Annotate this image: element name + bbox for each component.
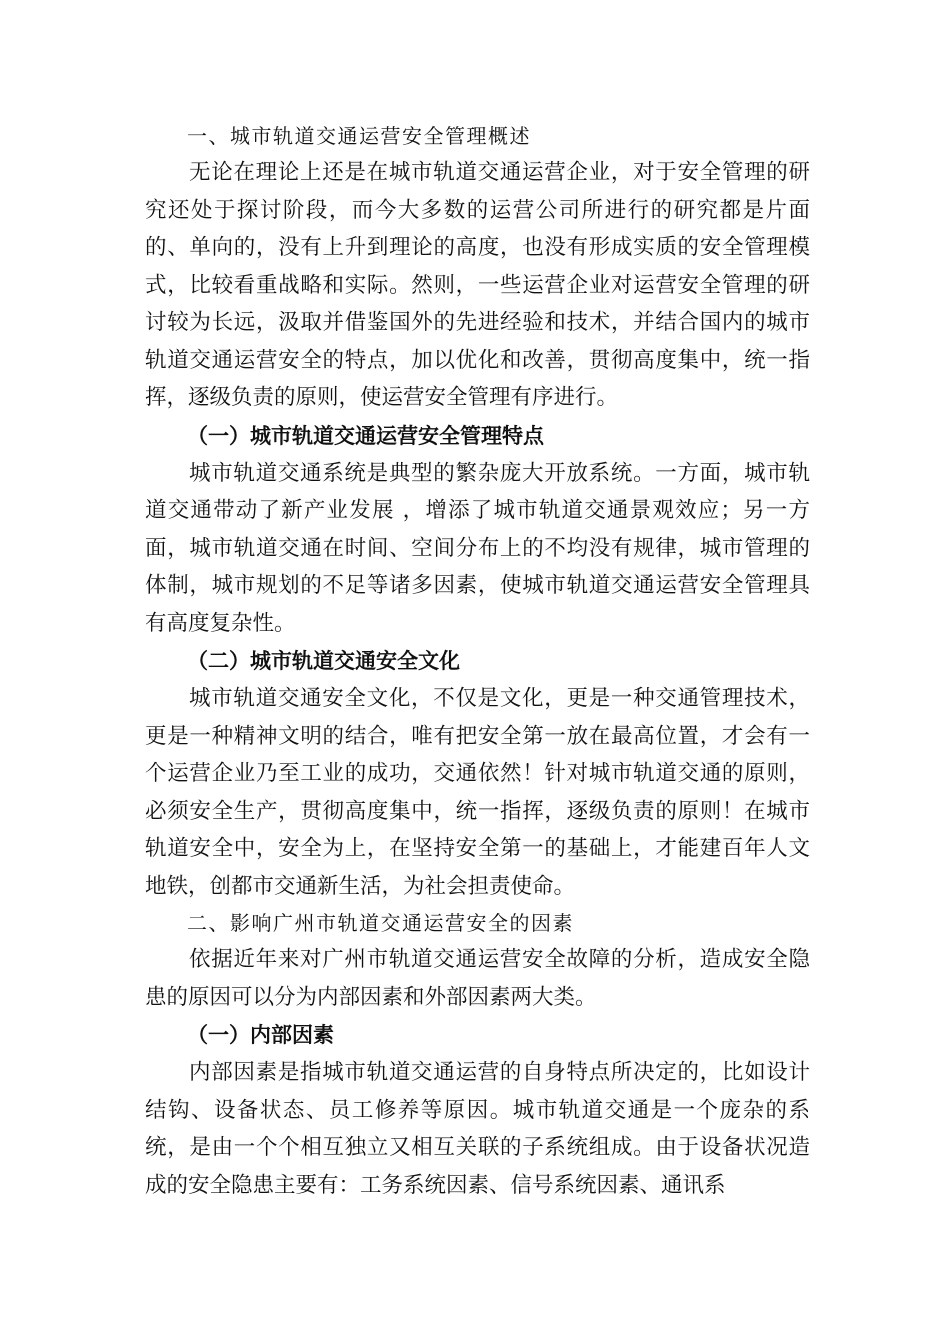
subheading-safety-culture: （二）城市轨道交通安全文化 bbox=[187, 649, 460, 673]
subheading-internal-factors: （一）内部因素 bbox=[187, 1023, 334, 1047]
section-heading-overview: 一、城市轨道交通运营安全管理概述 bbox=[187, 124, 531, 148]
paragraph-safety-culture: 城市轨道交通安全文化，不仅是文化，更是一种交通管理技术，更是一种精神文明的结合，唯有把安全第一放在最高位置，才会有一个运营企业乃至工业的成功，交通依然！针对城市轨道交通的原则，必须安全生产，贯彻高度集中，统一指挥，逐级负责的原则！在城市轨道安全中，安全为上，在坚持安全第一的基础上，才能建百年人文地铁，创都市交通新生活，为社会担责使命。 bbox=[145, 686, 810, 899]
paragraph-management-features: 城市轨道交通系统是典型的繁杂庞大开放系统。一方面，城市轨道交通带动了新产业发展 ，增添了城市轨道交通景观效应；另一方面，城市轨道交通在时间、空间分布上的不均没有规律，城市管理的体制，城市规划的不足等诸多因素，使城市轨道交通运营安全管理具有高度复杂性。 bbox=[145, 460, 810, 636]
document-body bbox=[145, 118, 810, 1204]
section-heading-factors: 二、影响广州市轨道交通运营安全的因素 bbox=[187, 911, 574, 935]
paragraph-overview: 无论在理论上还是在城市轨道交通运营企业，对于安全管理的研究还处于探讨阶段，而今大多数的运营公司所进行的研究都是片面的、单向的，没有上升到理论的高度，也没有形成实质的安全管理模式，比较看重战略和实际。然则，一些运营企业对运营安全管理的研讨较为长远，汲取并借鉴国外的先进经验和技术，并结合国内的城市轨道交通运营安全的特点，加以优化和改善，贯彻高度集中，统一指挥，逐级负责的原则，使运营安全管理有序进行。 bbox=[145, 160, 810, 410]
paragraph-internal-factors: 内部因素是指城市轨道交通运营的自身特点所决定的，比如设计结钩、设备状态、员工修养等原因。城市轨道交通是一个庞杂的系统，是由一个个相互独立又相互关联的子系统组成。由于设备状况造成的安全隐患主要有：工务系统因素、信号系统因素、通讯系 bbox=[145, 1060, 810, 1198]
paragraph-factors: 依据近年来对广州市轨道交通运营安全故障的分析，造成安全隐患的原因可以分为内部因素和外部因素两大类。 bbox=[145, 947, 810, 1010]
subheading-management-features: （一）城市轨道交通运营安全管理特点 bbox=[187, 423, 544, 448]
